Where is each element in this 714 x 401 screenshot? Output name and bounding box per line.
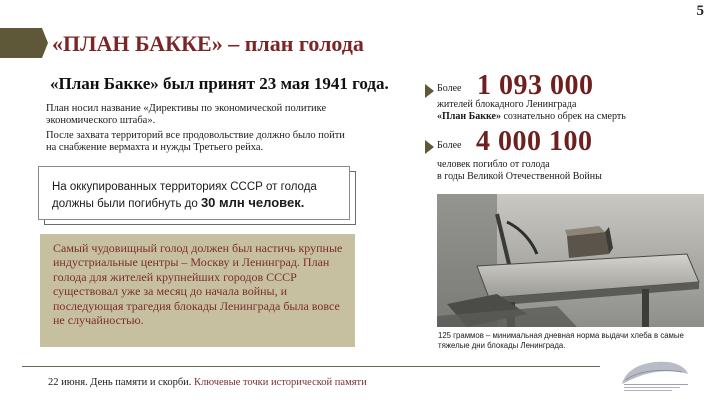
footer-series: Ключевые точки исторической памяти	[194, 377, 367, 388]
stat-line	[437, 111, 677, 123]
stat-line: человек погибло от голода	[437, 159, 550, 170]
stat-line-rest: сознательно обрек на смерть	[500, 111, 626, 122]
stat-description	[437, 159, 677, 183]
slide-number: 5	[696, 3, 704, 19]
paragraph-directive: План носил название «Директивы по экономической политике экономического штаба».	[46, 103, 327, 126]
footer-event: 22 июня. День памяти и скорби.	[48, 377, 195, 388]
quote-highlight: 30 млн человек.	[200, 195, 305, 210]
stat-number: 4 000 100	[476, 126, 593, 157]
stat-prefix: Более	[437, 83, 462, 94]
logo-emblem-icon	[616, 354, 692, 396]
bread-ration-photo	[437, 194, 704, 327]
paragraph-supply: После захвата территорий все продовольствие должно было пойти на снабжение вермахта и нужды Третьего рейха.	[46, 130, 345, 153]
photo-illustration	[437, 194, 704, 327]
triangle-bullet-icon	[425, 84, 434, 98]
title-accent-tip	[42, 28, 48, 58]
slide-title: «ПЛАН БАККЕ» – план голода	[52, 31, 364, 56]
stat-line-bold: «План Бакке»	[437, 111, 501, 122]
national-center-logo	[616, 354, 692, 396]
headline: «План Бакке» был принят 23 мая 1941 года.	[50, 74, 389, 93]
stat-line: в годы Великой Отечественной Войны	[437, 171, 602, 182]
footer-divider	[22, 366, 600, 367]
stat-number: 1 093 000	[477, 70, 594, 101]
stat-description	[437, 99, 677, 123]
quote-text: На оккупированных территориях СССР от голода должны были погибнуть до	[52, 181, 317, 210]
footer	[48, 377, 367, 388]
title-accent-bar	[0, 28, 42, 58]
quote-box-text	[52, 180, 342, 212]
highlight-panel-text: Самый чудовищный голод должен был настичь крупные индустриальные центры – Москву и Ленинград. План голода для жителей крупнейших городов СССР существовал уже за месяц до начала войны, и последующая трагедия блокады Ленинграда была вовсе не случайностью.	[53, 241, 343, 328]
triangle-bullet-icon	[425, 140, 434, 154]
stat-line: жителей блокадного Ленинграда	[437, 99, 577, 110]
photo-caption: 125 граммов – минимальная дневная норма выдачи хлеба в самые тяжелые дни блокады Ленинграда.	[438, 331, 684, 350]
stat-prefix: Более	[437, 140, 462, 151]
